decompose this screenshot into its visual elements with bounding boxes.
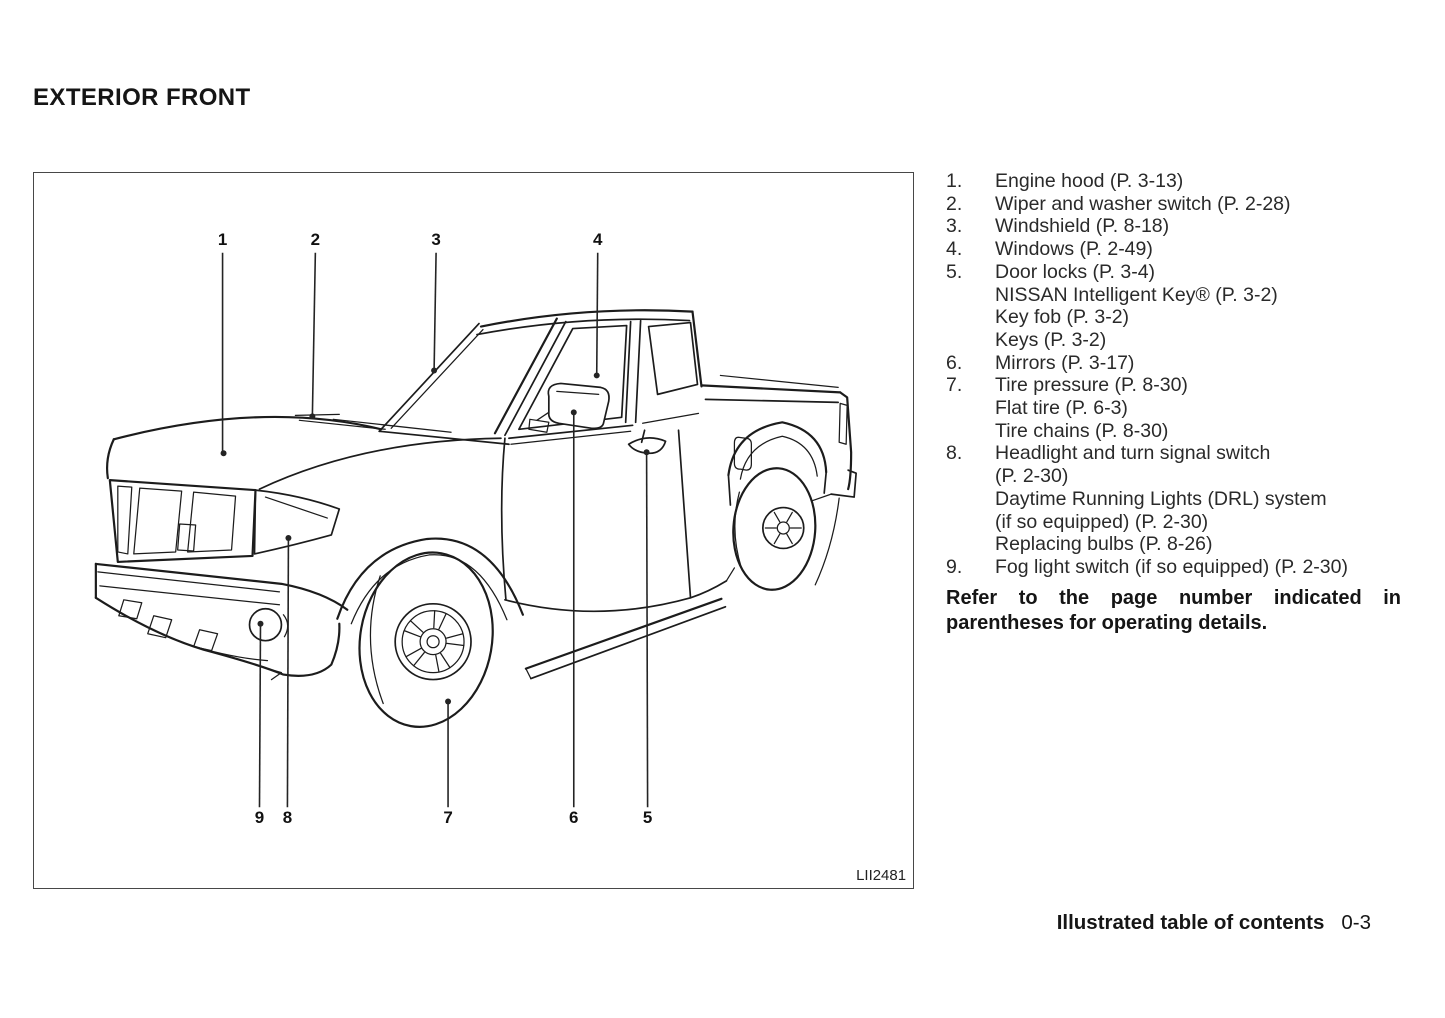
callout-number-3: 3	[431, 229, 441, 249]
parts-list-line	[946, 397, 1401, 420]
item-text: Tire pressure (P. 8-30)	[995, 374, 1188, 397]
item-number: 9.	[946, 555, 963, 578]
item-text: Flat tire (P. 6-3)	[995, 397, 1128, 420]
item-text: Keys (P. 3-2)	[995, 328, 1107, 351]
item-text: Tire chains (P. 8-30)	[995, 419, 1169, 442]
parts-list-line	[946, 261, 1401, 284]
item-text: Windshield (P. 8-18)	[995, 215, 1170, 238]
item-number	[946, 306, 995, 329]
parts-list-line	[946, 511, 1401, 534]
parts-list-line	[946, 488, 1401, 511]
item-number: 3.	[946, 215, 963, 238]
parts-list-line	[946, 215, 1401, 238]
item-number: 1.	[946, 170, 963, 192]
callout-number-1: 1	[217, 229, 228, 249]
callout-number-5: 5	[642, 808, 653, 828]
vehicle-diagram-panel	[33, 172, 914, 889]
parts-list-line	[946, 420, 1401, 443]
parts-list	[946, 170, 1401, 636]
footer-page-number: 0-3	[1341, 911, 1371, 934]
item-number: 4.	[946, 238, 963, 261]
item-text: NISSAN Intelligent Key® (P. 3-2)	[995, 283, 1278, 306]
item-number: 7.	[946, 374, 963, 397]
truck-line-art	[96, 310, 856, 737]
figure-code-label: LII2481	[856, 867, 907, 885]
item-text: Fog light switch (if so equipped) (P. 2-30)	[995, 555, 1348, 578]
callout-number-7: 7	[443, 808, 453, 828]
parts-list-line	[946, 170, 1401, 193]
page-title: EXTERIOR FRONT	[33, 84, 251, 111]
item-number	[946, 465, 995, 488]
parts-list-line	[946, 284, 1401, 307]
item-text: Daytime Running Lights (DRL) system	[995, 487, 1327, 510]
callout-number-8: 8	[282, 808, 293, 828]
item-number	[946, 533, 995, 556]
parts-list-line	[946, 238, 1401, 261]
item-text: Headlight and turn signal switch	[995, 442, 1271, 465]
page-footer	[1057, 911, 1371, 935]
item-text: Replacing bulbs (P. 8-26)	[995, 533, 1213, 556]
item-number	[946, 284, 995, 307]
item-number	[946, 488, 995, 511]
item-text: Engine hood (P. 3-13)	[995, 170, 1184, 192]
item-number: 8.	[946, 442, 963, 465]
item-text: (if so equipped) (P. 2-30)	[995, 510, 1209, 533]
parts-list-line	[946, 374, 1401, 397]
item-text: Windows (P. 2-49)	[995, 238, 1153, 261]
item-text: Wiper and washer switch (P. 2-28)	[995, 192, 1291, 215]
item-text: Door locks (P. 3-4)	[995, 260, 1156, 283]
item-number	[946, 329, 995, 352]
parts-list-line	[946, 352, 1401, 375]
item-text: Key fob (P. 3-2)	[995, 306, 1130, 329]
truck-illustration	[34, 173, 913, 888]
parts-list-line	[946, 465, 1401, 488]
item-text: Mirrors (P. 3-17)	[995, 351, 1135, 374]
item-number	[946, 397, 995, 420]
parts-list-line	[946, 193, 1401, 216]
parts-list-items	[946, 170, 1401, 579]
parts-list-line	[946, 442, 1401, 465]
parts-list-line	[946, 306, 1401, 329]
item-text: (P. 2-30)	[995, 465, 1069, 488]
callout-number-2: 2	[310, 229, 321, 249]
footer-chapter-title: Illustrated table of contents	[1056, 911, 1325, 934]
item-number: 5.	[946, 260, 963, 283]
operating-note: Refer to the page number indicated in parentheses for operating details.	[946, 586, 1401, 634]
item-number: 6.	[946, 351, 963, 374]
parts-list-line	[946, 533, 1401, 556]
callout-number-9: 9	[254, 808, 265, 828]
parts-list-line	[946, 329, 1401, 352]
callout-number-4: 4	[593, 229, 603, 249]
item-number: 2.	[946, 192, 963, 215]
item-number	[946, 511, 995, 534]
callout-number-6: 6	[569, 808, 579, 828]
parts-list-line	[946, 556, 1401, 579]
item-number	[946, 420, 995, 443]
